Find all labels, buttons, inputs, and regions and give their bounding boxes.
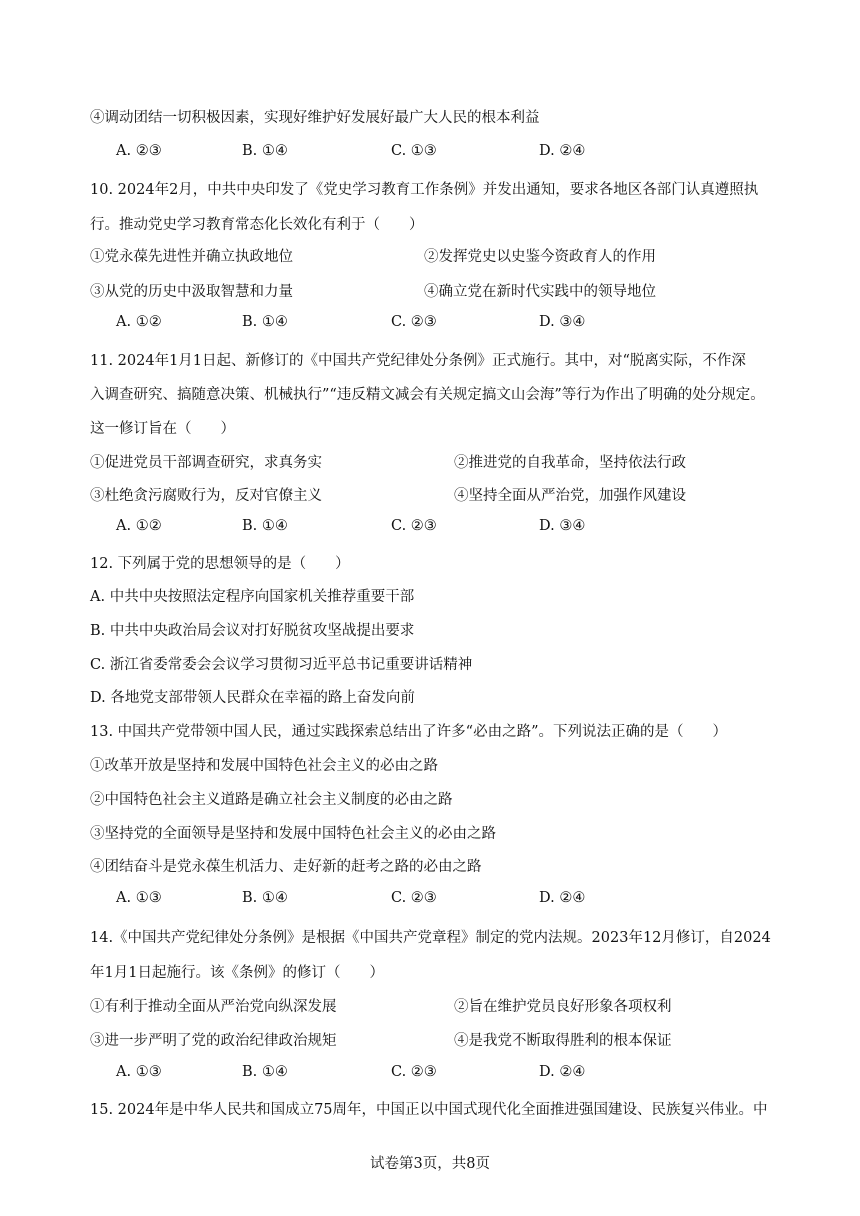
option-a: A. ①③ [116, 890, 162, 906]
stem-line: 13. 中国共产党带领中国人民，通过实践探索总结出了许多“必由之路”。下列说法正确的是（ ） [90, 724, 727, 740]
option-d: D. ③④ [539, 314, 586, 330]
question-10-stem-2 [90, 213, 830, 234]
stem-line: 这一修订旨在（ ） [90, 421, 235, 437]
item-2: ②旨在维护党员良好形象各项权利 [454, 999, 672, 1015]
item-3: ③从党的历史中汲取智慧和力量 [90, 284, 293, 300]
question-12-choice-d [90, 686, 830, 707]
question-12-choice-c [90, 653, 830, 674]
option-b: B. ①④ [242, 143, 288, 159]
question-13-options [116, 890, 736, 912]
question-13-stem [90, 720, 830, 741]
option-d: D. ②④ [539, 890, 586, 906]
item-text: ①改革开放是坚持和发展中国特色社会主义的必由之路 [90, 758, 438, 774]
item-1: ①促进党员干部调查研究，求真务实 [90, 455, 322, 471]
option-b: B. ①④ [242, 1064, 288, 1080]
item-2: ②推进党的自我革命，坚持依法行政 [454, 455, 686, 471]
lead-options [116, 143, 736, 165]
option-d: D. ②④ [539, 1064, 586, 1080]
question-14-options [116, 1064, 736, 1086]
option-a: A. ①③ [116, 1064, 162, 1080]
page-footer: 试卷第3页，共8页 [370, 1156, 490, 1172]
question-14-stem [90, 926, 830, 947]
question-13-item-4 [90, 855, 830, 876]
question-13-item-1 [90, 754, 830, 775]
choice-text: C. 浙江省委常委会会议学习贯彻习近平总书记重要讲话精神 [90, 657, 473, 673]
question-11-stem [90, 349, 830, 370]
question-11-items-row-2 [90, 484, 830, 506]
question-11-options [116, 518, 736, 540]
question-10-items-row-1 [90, 245, 830, 267]
option-a: A. ①② [116, 518, 162, 534]
stem-line: 14.《中国共产党纪律处分条例》是根据《中国共产党章程》制定的党内法规。2023年12月修订，自2024 [90, 930, 771, 946]
option-c: C. ①③ [391, 143, 437, 159]
item-text: ②中国特色社会主义道路是确立社会主义制度的必由之路 [90, 792, 453, 808]
item-text: ④团结奋斗是党永葆生机活力、走好新的赶考之路的必由之路 [90, 859, 482, 875]
option-d: D. ③④ [539, 518, 586, 534]
stem-line: 年1月1日起施行。该《条例》的修订（ ） [90, 965, 384, 981]
option-c: C. ②③ [391, 518, 437, 534]
option-b: B. ①④ [242, 314, 288, 330]
option-b: B. ①④ [242, 518, 288, 534]
option-c: C. ②③ [391, 314, 437, 330]
item-text: ④调动团结一切积极因素，实现好维护好发展好最广大人民的根本利益 [90, 110, 540, 126]
choice-text: B. 中共中央政治局会议对打好脱贫攻坚战提出要求 [90, 623, 415, 639]
question-13-item-2 [90, 788, 830, 809]
item-3: ③杜绝贪污腐败行为，反对官僚主义 [90, 488, 322, 504]
stem-line: 行。推动党史学习教育常态化长效化有利于（ ） [90, 217, 424, 233]
question-12-stem [90, 552, 830, 573]
item-1: ①党永葆先进性并确立执政地位 [90, 249, 293, 265]
stem-line: 15. 2024年是中华人民共和国成立75周年，中国正以中国式现代化全面推进强国建设、民族复兴伟业。中 [90, 1102, 768, 1118]
choice-text: A. 中共中央按照法定程序向国家机关推荐重要干部 [90, 589, 415, 605]
option-c: C. ②③ [391, 1064, 437, 1080]
question-10-items-row-2 [90, 280, 830, 302]
stem-line: 11. 2024年1月1日起、新修订的《中国共产党纪律处分条例》正式施行。其中，对“脱离实际，不作深 [90, 353, 746, 369]
stem-line: 入调查研究、搞随意决策、机械执行”“违反精文减会有关规定搞文山会海”等行为作出了明确的处分规定。 [90, 387, 765, 403]
option-a: A. ①② [116, 314, 162, 330]
item-4: ④坚持全面从严治党，加强作风建设 [454, 488, 686, 504]
question-11-stem-3 [90, 417, 830, 438]
item-3: ③进一步严明了党的政治纪律政治规矩 [90, 1033, 337, 1049]
option-d: D. ②④ [539, 143, 586, 159]
question-12-choice-b [90, 619, 830, 640]
question-14-stem-2 [90, 961, 830, 982]
item-4: ④是我党不断取得胜利的根本保证 [454, 1033, 672, 1049]
stem-line: 12. 下列属于党的思想领导的是（ ） [90, 556, 350, 572]
item-4: ④确立党在新时代实践中的领导地位 [424, 284, 656, 300]
stem-line: 10. 2024年2月，中共中央印发了《党史学习教育工作条例》并发出通知，要求各地区各部门认真遵照执 [90, 182, 759, 198]
item-text: ③坚持党的全面领导是坚持和发展中国特色社会主义的必由之路 [90, 826, 496, 842]
question-14-items-row-1 [90, 995, 830, 1017]
option-b: B. ①④ [242, 890, 288, 906]
question-10-stem [90, 178, 830, 199]
item-2: ②发挥党史以史鉴今资政育人的作用 [424, 249, 656, 265]
option-a: A. ②③ [116, 143, 162, 159]
question-13-item-3 [90, 822, 830, 843]
lead-item-4 [90, 106, 830, 127]
question-12-choice-a [90, 585, 830, 606]
item-1: ①有利于推动全面从严治党向纵深发展 [90, 999, 337, 1015]
question-11-items-row-1 [90, 451, 830, 473]
choice-text: D. 各地党支部带领人民群众在幸福的路上奋发向前 [90, 690, 415, 706]
question-11-stem-2 [90, 383, 830, 404]
question-10-options [116, 314, 736, 336]
question-14-items-row-2 [90, 1029, 830, 1051]
option-c: C. ②③ [391, 890, 437, 906]
question-15-stem [90, 1098, 830, 1119]
